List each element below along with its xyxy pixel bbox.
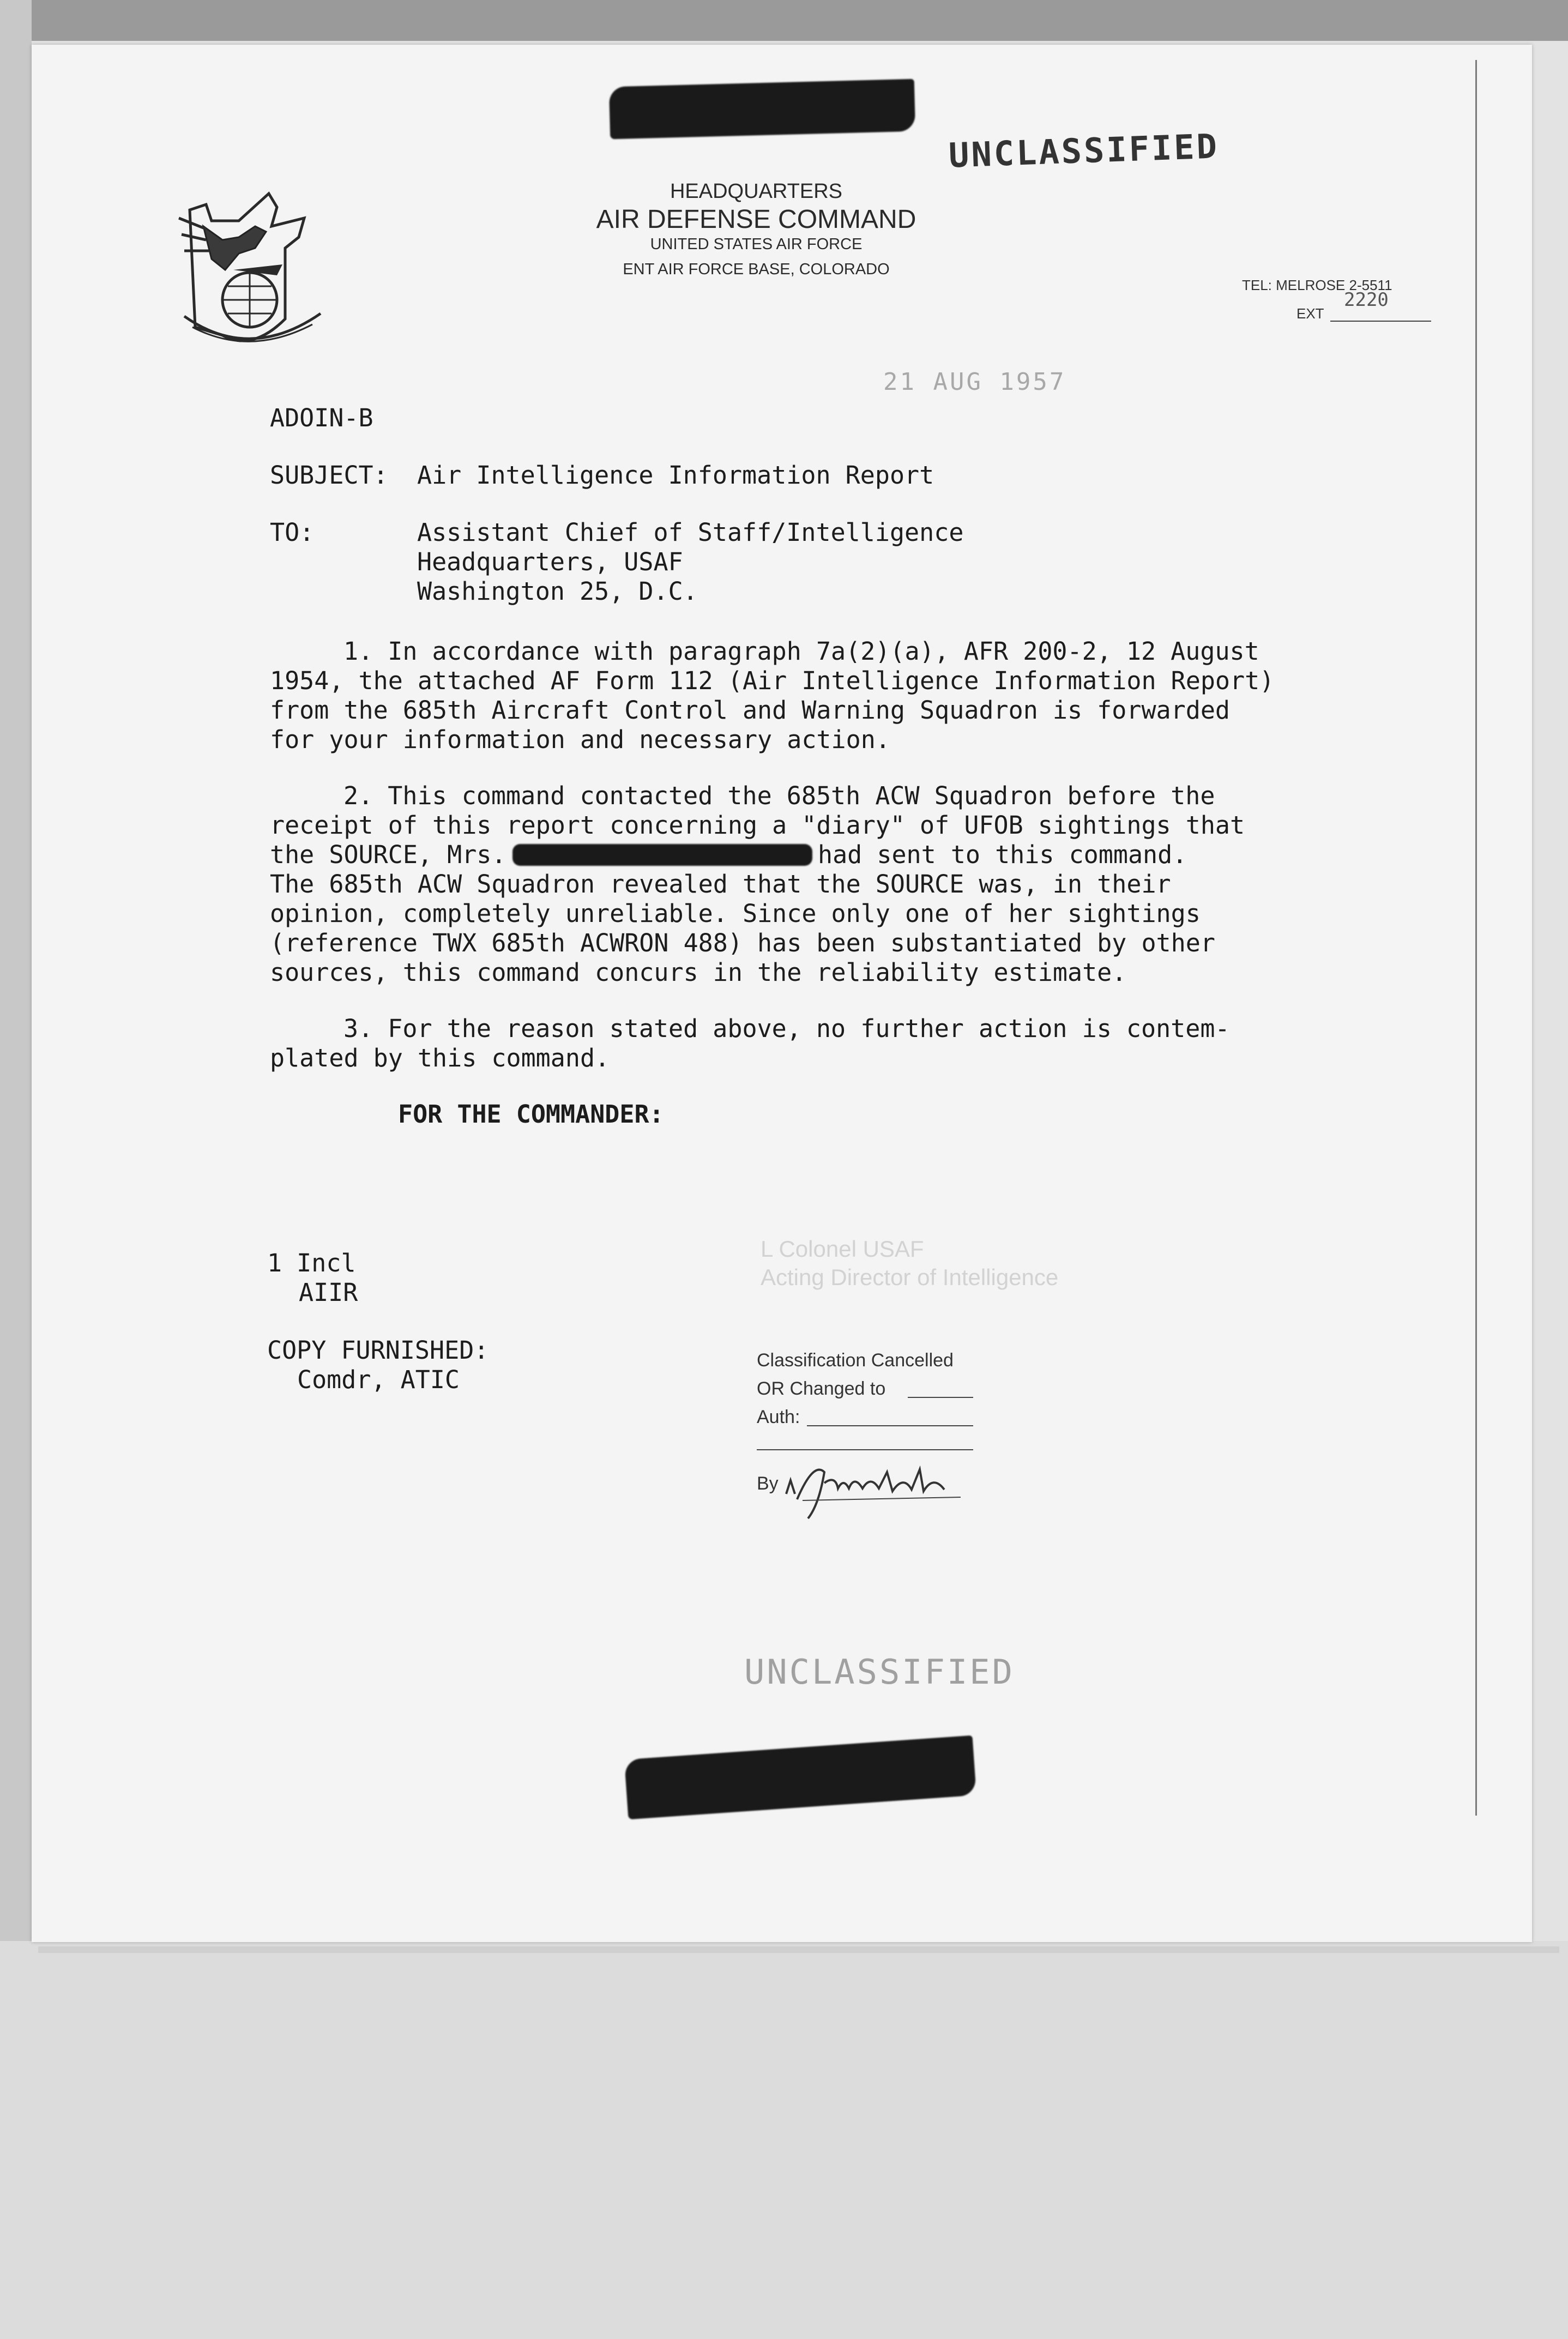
letterhead-base: ENT AIR FORCE BASE, COLORADO: [623, 261, 890, 278]
subject-label: SUBJECT:: [270, 461, 388, 490]
signature-block-faint: Acting Director of Intelligence: [761, 1264, 1059, 1290]
letterhead-headquarters: HEADQUARTERS: [670, 180, 843, 203]
auth-line: [807, 1425, 973, 1426]
letterhead-command: AIR DEFENSE COMMAND: [596, 205, 916, 234]
telephone-number: TEL: MELROSE 2-5511: [1242, 277, 1392, 293]
paragraph-3-line: 3. For the reason stated above, no further action is contem-: [343, 1014, 1230, 1043]
paragraph-1-line: from the 685th Aircraft Control and Warning Squadron is forwarded: [270, 696, 1230, 725]
redaction-bar-top: [609, 79, 915, 140]
paragraph-2-line: The 685th ACW Squadron revealed that the SOURCE was, in their: [270, 870, 1171, 899]
signature-block-faint: L Colonel USAF: [761, 1236, 924, 1262]
paragraph-2-line: opinion, completely unreliable. Since only one of her sightings: [270, 899, 1201, 928]
to-line: Washington 25, D.C.: [417, 577, 698, 606]
extension-number: 2220: [1344, 289, 1389, 311]
subject-text: Air Intelligence Information Report: [417, 461, 934, 490]
changed-to-line: [908, 1397, 973, 1398]
paragraph-1-line: 1954, the attached AF Form 112 (Air Intelligence Information Report): [270, 666, 1275, 695]
closing-line: FOR THE COMMANDER:: [398, 1100, 664, 1129]
air-defense-command-emblem: [173, 188, 331, 363]
letterhead-usaf: UNITED STATES AIR FORCE: [650, 236, 863, 253]
scan-lower-line: [38, 1946, 1559, 1953]
paragraph-2-line: (reference TWX 685th ACWRON 488) has been substantiated by other: [270, 929, 1215, 957]
handwritten-signature: [781, 1450, 977, 1521]
date-stamp: 21 AUG 1957: [883, 368, 1066, 396]
scan-top-edge: [0, 0, 1568, 41]
paragraph-2-line: sources, this command concurs in the reliability estimate.: [270, 958, 1127, 987]
inclosure-item: AIIR: [299, 1278, 358, 1307]
scan-lower-area: [0, 1941, 1568, 2339]
paragraph-2-line: receipt of this report concerning a "diary" of UFOB sightings that: [270, 811, 1245, 840]
paragraph-1-line: for your information and necessary action.: [270, 725, 890, 754]
to-label: TO:: [270, 518, 315, 547]
classification-auth: Auth:: [757, 1407, 800, 1427]
right-margin-rule: [1475, 60, 1477, 1816]
extension-label: EXT: [1296, 305, 1324, 322]
unclassified-stamp-bottom: UNCLASSIFIED: [744, 1652, 1015, 1692]
inclosure-count: 1 Incl: [267, 1249, 356, 1277]
redacted-name: [512, 844, 812, 866]
paragraph-2-line-end: had sent to this command.: [818, 840, 1187, 869]
to-line: Assistant Chief of Staff/Intelligence: [417, 518, 964, 547]
classification-by: By: [757, 1473, 779, 1494]
office-symbol: ADOIN-B: [270, 403, 373, 432]
classification-changed-to: OR Changed to: [757, 1378, 886, 1399]
copy-furnished-label: COPY FURNISHED:: [267, 1336, 489, 1365]
paragraph-2-line-start: the SOURCE, Mrs.: [270, 840, 506, 869]
copy-furnished-recipient: Comdr, ATIC: [297, 1365, 460, 1394]
unclassified-stamp-top: UNCLASSIFIED: [948, 126, 1220, 176]
extension-underline: [1330, 321, 1431, 322]
paragraph-2-line: 2. This command contacted the 685th ACW Squadron before the: [343, 781, 1215, 810]
paragraph-1-line: 1. In accordance with paragraph 7a(2)(a), AFR 200-2, 12 August: [343, 637, 1259, 666]
paragraph-3-line: plated by this command.: [270, 1044, 610, 1072]
classification-cancelled: Classification Cancelled: [757, 1350, 954, 1371]
to-line: Headquarters, USAF: [417, 547, 683, 576]
